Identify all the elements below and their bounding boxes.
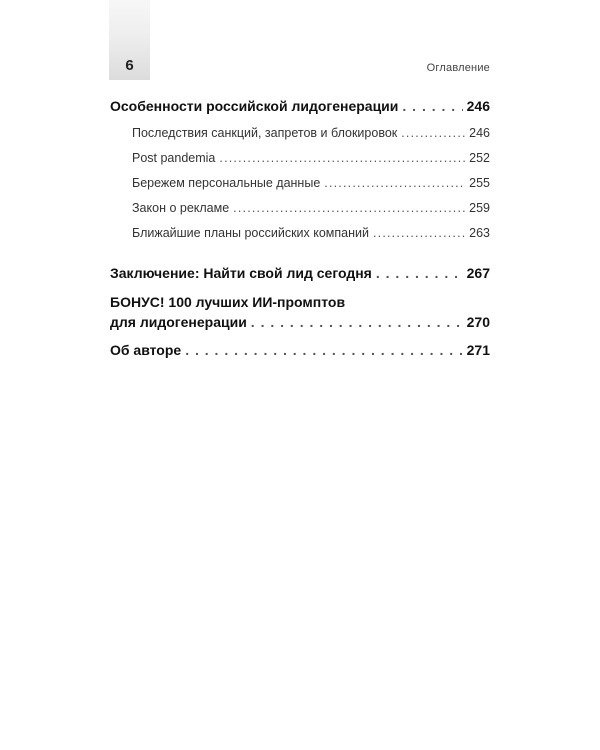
dot-leader: [376, 265, 463, 281]
dot-leader: [219, 151, 465, 165]
page-number-tab: [109, 0, 150, 80]
dot-leader: [251, 314, 463, 330]
toc-entry[interactable]: [110, 98, 490, 114]
toc-entry-page: 259: [469, 201, 490, 215]
dot-leader: [185, 342, 462, 358]
dot-leader: [233, 201, 465, 215]
toc-entry-page: 271: [466, 342, 490, 358]
toc-subentry[interactable]: [132, 226, 490, 240]
toc-entry-page: 252: [469, 151, 490, 165]
toc-entry-page: 246: [466, 98, 490, 114]
toc-subentry[interactable]: [132, 176, 490, 190]
toc-entry-title: Заключение: Найти свой лид сегодня: [110, 265, 372, 281]
dot-leader: [324, 176, 465, 190]
toc-entry-page: 267: [466, 265, 490, 281]
toc-entry-page: 246: [469, 126, 490, 140]
toc-entry[interactable]: [110, 342, 490, 358]
toc-entry-title: Post pandemia: [132, 151, 216, 165]
toc-entry-page: 263: [469, 226, 490, 240]
toc-entry[interactable]: [110, 314, 490, 330]
toc-entry-title: Бережем персональные данные: [132, 176, 321, 190]
dot-leader: [402, 98, 462, 114]
toc-entry[interactable]: [110, 265, 490, 281]
toc-entry-title: Последствия санкций, запретов и блокировок: [132, 126, 398, 140]
toc-entry-page: 255: [469, 176, 490, 190]
toc-entry-title: Закон о рекламе: [132, 201, 230, 215]
toc-entry-title: Особенности российской лидогенерации: [110, 98, 399, 114]
toc-entry-title: Ближайшие планы российских компаний: [132, 226, 369, 240]
toc-entry-title-line1[interactable]: БОНУС! 100 лучших ИИ-промптов: [110, 294, 346, 310]
toc-subentry[interactable]: [132, 201, 490, 215]
toc-entry-title-line2: для лидогенерации: [110, 314, 247, 330]
dot-leader: [401, 126, 465, 140]
toc-entry-title: Об авторе: [110, 342, 182, 358]
section-title: Оглавление: [426, 62, 490, 74]
page-number: 6: [125, 57, 134, 74]
toc-entry-page: 270: [466, 314, 490, 330]
toc-subentry[interactable]: [132, 126, 490, 140]
dot-leader: [373, 226, 465, 240]
toc-subentry[interactable]: [132, 151, 490, 165]
